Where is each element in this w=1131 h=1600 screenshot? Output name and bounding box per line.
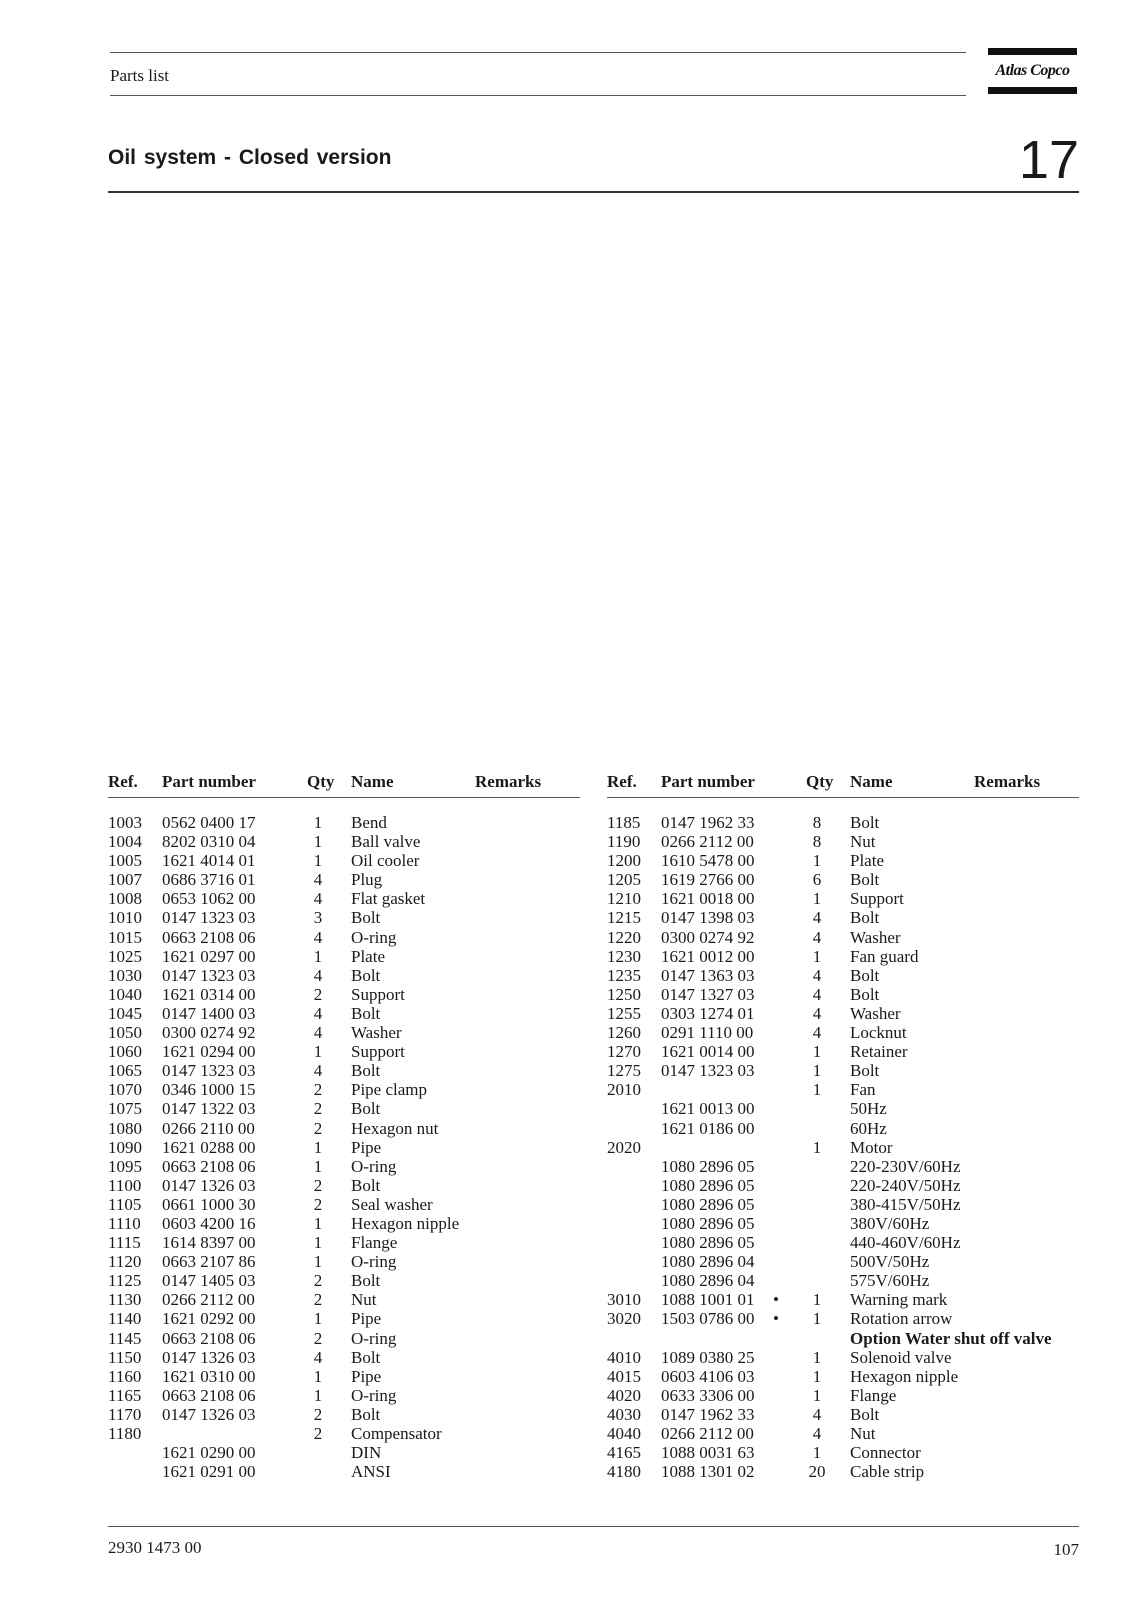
cell-qty: 1 — [313, 1042, 323, 1062]
cell-name: Pipe — [351, 1309, 382, 1329]
footer-rule — [108, 1526, 1079, 1527]
cell-ref: 1230 — [607, 946, 641, 966]
cell-ref: 4010 — [607, 1347, 641, 1367]
cell-qty: 4 — [812, 1404, 822, 1424]
cell-name: Support — [351, 1042, 405, 1062]
cell-name: Hexagon nut — [351, 1118, 439, 1138]
cell-name: Connector — [850, 1443, 921, 1463]
table-header — [108, 772, 580, 796]
cell-part-number: 1621 0310 00 — [162, 1366, 256, 1386]
cell-name: Pipe — [351, 1137, 382, 1157]
cell-ref: 1070 — [108, 1080, 142, 1100]
cell-ref: 1030 — [108, 965, 142, 985]
cell-ref: 1100 — [108, 1175, 142, 1195]
header-ref: Ref. — [607, 772, 637, 791]
cell-part-number: 0300 0274 92 — [162, 1023, 256, 1043]
cell-part-number: 0266 2112 00 — [661, 1424, 754, 1443]
cell-ref: 1145 — [108, 1328, 142, 1348]
cell-qty: 4 — [313, 889, 323, 909]
cell-name: Bolt — [351, 965, 381, 985]
cell-qty: 4 — [812, 1003, 822, 1023]
cell-name: 380-415V/50Hz — [850, 1194, 961, 1214]
cell-part-number: 0633 3306 00 — [661, 1385, 755, 1405]
cell-name: O-ring — [351, 927, 397, 947]
cell-qty: 4 — [812, 908, 822, 928]
header-top-rule — [110, 52, 966, 53]
cell-ref: 1110 — [108, 1213, 141, 1233]
cell-name: Nut — [351, 1290, 377, 1310]
cell-part-number: 0147 1363 03 — [661, 965, 755, 985]
cell-ref: 1007 — [108, 870, 142, 890]
cell-name: Bolt — [351, 908, 381, 928]
cell-part-number: 0147 1962 33 — [661, 1404, 755, 1424]
cell-ref: 1160 — [108, 1366, 142, 1386]
cell-part-number: 0603 4200 16 — [162, 1213, 256, 1233]
cell-ref: 1270 — [607, 1042, 641, 1062]
cell-qty: 4 — [812, 1023, 822, 1043]
cell-part-number: 0147 1323 03 — [162, 1061, 256, 1081]
cell-part-number: 0663 2108 06 — [162, 1385, 256, 1405]
cell-part-number: 1080 2896 05 — [661, 1175, 755, 1195]
cell-qty: 2 — [313, 1290, 323, 1310]
cell-part-number: 0147 1326 03 — [162, 1175, 256, 1195]
cell-qty: 3 — [313, 908, 323, 928]
cell-qty: 1 — [812, 1137, 822, 1157]
cell-qty: 1 — [812, 1061, 822, 1081]
cell-qty: 1 — [812, 1385, 822, 1405]
cell-part-number: 1610 5478 00 — [661, 851, 755, 871]
cell-name: Warning mark — [850, 1290, 948, 1310]
cell-part-number: 1621 0012 00 — [661, 946, 755, 966]
cell-name: Bolt — [351, 1099, 381, 1119]
cell-part-number: 0147 1323 03 — [162, 908, 256, 928]
cell-qty: 1 — [313, 1252, 323, 1272]
cell-qty: 1 — [313, 832, 323, 852]
cell-qty: 1 — [812, 889, 822, 909]
header-part-number: Part number — [661, 772, 755, 791]
cell-qty: 6 — [812, 870, 822, 890]
section-number: 17 — [1018, 130, 1079, 190]
cell-ref: 4165 — [607, 1443, 641, 1463]
cell-qty: 2 — [313, 1175, 323, 1195]
table-header — [607, 772, 1079, 796]
cell-qty: 4 — [313, 870, 323, 890]
cell-name: Fan guard — [850, 946, 919, 966]
cell-name: O-ring — [351, 1156, 397, 1176]
cell-part-number: 1080 2896 05 — [661, 1233, 755, 1253]
cell-name: Option Water shut off valve — [850, 1328, 1052, 1348]
cell-qty: 1 — [313, 1366, 323, 1386]
cell-name: Nut — [850, 1424, 876, 1443]
page-number: 107 — [1053, 1540, 1079, 1559]
cell-ref: 1005 — [108, 851, 142, 871]
cell-qty: 1 — [313, 1213, 323, 1233]
cell-qty: 4 — [313, 965, 323, 985]
cell-ref: 1210 — [607, 889, 641, 909]
cell-name: 60Hz — [850, 1118, 887, 1138]
brand-logo — [988, 48, 1077, 94]
cell-name: Oil cooler — [351, 851, 420, 871]
cell-name: 220-230V/60Hz — [850, 1156, 961, 1176]
cell-part-number: 0303 1274 01 — [661, 1003, 755, 1023]
cell-ref: 1125 — [108, 1271, 142, 1291]
cell-name: Cable strip — [850, 1462, 925, 1482]
cell-ref: 1120 — [108, 1252, 142, 1272]
cell-qty: 4 — [313, 1023, 323, 1043]
header-qty: Qty — [307, 772, 335, 791]
cell-ref: 1045 — [108, 1003, 142, 1023]
cell-name: 380V/60Hz — [850, 1213, 930, 1233]
cell-name: 220-240V/50Hz — [850, 1175, 961, 1195]
cell-name: Bend — [351, 813, 387, 832]
cell-name: Ball valve — [351, 832, 421, 852]
cell-part-number: 0147 1326 03 — [162, 1404, 256, 1424]
cell-ref: 1150 — [108, 1347, 142, 1367]
cell-ref: 1235 — [607, 965, 641, 985]
document-number: 2930 1473 00 — [108, 1538, 202, 1557]
table-header-rule — [108, 797, 580, 798]
cell-name: O-ring — [351, 1385, 397, 1405]
cell-qty: 4 — [812, 984, 822, 1004]
cell-name: 50Hz — [850, 1099, 887, 1119]
cell-name: Solenoid valve — [850, 1347, 952, 1367]
cell-part-number: 1621 0294 00 — [162, 1042, 256, 1062]
cell-marker: • — [773, 1290, 779, 1310]
cell-marker: • — [773, 1309, 779, 1329]
cell-name: Bolt — [351, 1003, 381, 1023]
cell-qty: 1 — [812, 1347, 822, 1367]
cell-part-number: 0147 1326 03 — [162, 1347, 256, 1367]
cell-name: Locknut — [850, 1023, 907, 1043]
cell-name: Seal washer — [351, 1194, 433, 1214]
cell-name: O-ring — [351, 1328, 397, 1348]
cell-part-number: 1621 0014 00 — [661, 1042, 755, 1062]
header-qty: Qty — [806, 772, 834, 791]
cell-part-number: 1621 0186 00 — [661, 1118, 755, 1138]
cell-part-number: 1621 0018 00 — [661, 889, 755, 909]
cell-name: Pipe clamp — [351, 1080, 428, 1100]
header-part-number: Part number — [162, 772, 256, 791]
cell-qty: 1 — [812, 1080, 822, 1100]
cell-part-number: 0147 1405 03 — [162, 1271, 256, 1291]
cell-name: Bolt — [351, 1347, 381, 1367]
cell-name: Bolt — [351, 1404, 381, 1424]
cell-part-number: 1621 0288 00 — [162, 1137, 256, 1157]
cell-part-number: 0603 4106 03 — [661, 1366, 755, 1386]
cell-qty: 1 — [812, 1042, 822, 1062]
cell-part-number: 1089 0380 25 — [661, 1347, 755, 1367]
cell-name: Retainer — [850, 1042, 908, 1062]
cell-ref: 1115 — [108, 1233, 141, 1253]
cell-ref: 4020 — [607, 1385, 641, 1405]
cell-name: Washer — [351, 1023, 402, 1043]
cell-qty: 1 — [812, 851, 822, 871]
cell-ref: 1060 — [108, 1042, 142, 1062]
cell-name: Washer — [850, 927, 901, 947]
cell-ref: 1140 — [108, 1309, 142, 1329]
cell-name: Bolt — [850, 1404, 880, 1424]
cell-ref: 4040 — [607, 1424, 641, 1443]
parts-table-right — [607, 772, 1079, 1482]
cell-name: Bolt — [351, 1175, 381, 1195]
cell-part-number: 0147 1322 03 — [162, 1099, 256, 1119]
cell-part-number: 1621 0291 00 — [162, 1462, 256, 1482]
cell-ref: 1015 — [108, 927, 142, 947]
header-name: Name — [351, 772, 394, 791]
cell-qty: 1 — [313, 813, 323, 832]
parts-table-left — [108, 772, 580, 1482]
cell-name: O-ring — [351, 1252, 397, 1272]
cell-qty: 2 — [313, 1080, 323, 1100]
cell-name: Flange — [850, 1385, 897, 1405]
cell-name: Bolt — [850, 984, 880, 1004]
cell-ref: 1180 — [108, 1424, 142, 1443]
cell-name: Washer — [850, 1003, 901, 1023]
cell-qty: 1 — [812, 1309, 822, 1329]
section-rule — [108, 191, 1079, 193]
cell-name: Compensator — [351, 1424, 442, 1443]
cell-part-number: 1621 0314 00 — [162, 984, 256, 1004]
cell-part-number: 0147 1400 03 — [162, 1003, 256, 1023]
cell-ref: 1050 — [108, 1023, 142, 1043]
cell-qty: 1 — [313, 946, 323, 966]
cell-name: Bolt — [850, 965, 880, 985]
cell-qty: 4 — [812, 1424, 822, 1443]
cell-ref: 1205 — [607, 870, 641, 890]
cell-part-number: 1621 0297 00 — [162, 946, 256, 966]
cell-name: Support — [850, 889, 904, 909]
cell-part-number: 1503 0786 00 — [661, 1309, 755, 1329]
cell-part-number: 1080 2896 05 — [661, 1194, 755, 1214]
cell-ref: 2020 — [607, 1137, 641, 1157]
cell-qty: 1 — [313, 1137, 323, 1157]
cell-ref: 1165 — [108, 1385, 142, 1405]
cell-part-number: 0266 2112 00 — [661, 832, 754, 852]
cell-ref: 2010 — [607, 1080, 641, 1100]
cell-name: Nut — [850, 832, 876, 852]
cell-part-number: 1621 4014 01 — [162, 851, 256, 871]
cell-qty: 1 — [313, 1385, 323, 1405]
cell-part-number: 1080 2896 05 — [661, 1156, 755, 1176]
cell-ref: 1065 — [108, 1061, 142, 1081]
cell-name: 575V/60Hz — [850, 1271, 930, 1291]
cell-qty: 8 — [812, 832, 822, 852]
cell-ref: 1275 — [607, 1061, 641, 1081]
cell-part-number: 0147 1323 03 — [661, 1061, 755, 1081]
cell-ref: 1255 — [607, 1003, 641, 1023]
cell-qty: 2 — [313, 1118, 323, 1138]
cell-part-number: 1080 2896 04 — [661, 1271, 755, 1291]
cell-ref: 1200 — [607, 851, 641, 871]
cell-qty: 1 — [812, 1443, 822, 1463]
cell-name: Bolt — [351, 1061, 381, 1081]
cell-ref: 1004 — [108, 832, 142, 852]
cell-ref: 4015 — [607, 1366, 641, 1386]
cell-ref: 1090 — [108, 1137, 142, 1157]
cell-name: Plate — [351, 946, 385, 966]
cell-name: Motor — [850, 1137, 893, 1157]
cell-qty: 20 — [808, 1462, 826, 1482]
cell-name: Flat gasket — [351, 889, 426, 909]
cell-ref: 1190 — [607, 832, 641, 852]
cell-name: 440-460V/60Hz — [850, 1233, 961, 1253]
cell-ref: 1130 — [108, 1290, 142, 1310]
cell-qty: 2 — [313, 1099, 323, 1119]
cell-part-number: 0562 0400 17 — [162, 813, 256, 832]
cell-part-number: 1088 0031 63 — [661, 1443, 755, 1463]
logo-bottom-bar — [988, 87, 1077, 94]
cell-name: 500V/50Hz — [850, 1252, 930, 1272]
cell-part-number: 0686 3716 01 — [162, 870, 256, 890]
cell-name: Plug — [351, 870, 383, 890]
cell-name: Bolt — [850, 1061, 880, 1081]
cell-ref: 1008 — [108, 889, 142, 909]
cell-qty: 2 — [313, 1194, 323, 1214]
cell-qty: 4 — [313, 1347, 323, 1367]
cell-qty: 1 — [313, 1156, 323, 1176]
cell-part-number: 8202 0310 04 — [162, 832, 256, 852]
cell-qty: 4 — [313, 1061, 323, 1081]
cell-qty: 4 — [812, 927, 822, 947]
cell-part-number: 0663 2108 06 — [162, 927, 256, 947]
cell-part-number: 1080 2896 05 — [661, 1213, 755, 1233]
cell-ref: 1095 — [108, 1156, 142, 1176]
cell-part-number: 1621 0290 00 — [162, 1443, 256, 1463]
cell-ref: 4030 — [607, 1404, 641, 1424]
table-header-rule — [607, 797, 1079, 798]
cell-qty: 1 — [313, 1233, 323, 1253]
cell-part-number: 1088 1301 02 — [661, 1462, 755, 1482]
cell-qty: 8 — [812, 813, 822, 832]
cell-ref: 1170 — [108, 1404, 142, 1424]
cell-qty: 1 — [313, 851, 323, 871]
cell-ref: 1220 — [607, 927, 641, 947]
cell-ref: 1003 — [108, 813, 142, 832]
cell-ref: 1260 — [607, 1023, 641, 1043]
cell-ref: 1105 — [108, 1194, 142, 1214]
cell-name: Bolt — [850, 813, 880, 832]
logo-top-bar — [988, 48, 1077, 55]
cell-ref: 1010 — [108, 908, 142, 928]
cell-part-number: 0300 0274 92 — [661, 927, 755, 947]
cell-qty: 1 — [812, 1290, 822, 1310]
cell-qty: 4 — [812, 965, 822, 985]
cell-ref: 1075 — [108, 1099, 142, 1119]
cell-part-number: 0653 1062 00 — [162, 889, 256, 909]
cell-part-number: 0663 2108 06 — [162, 1156, 256, 1176]
header-bottom-rule — [110, 95, 966, 96]
cell-qty: 2 — [313, 1404, 323, 1424]
logo-wordmark: Atlas Copco — [995, 62, 1070, 79]
cell-name: ANSI — [351, 1462, 391, 1482]
cell-part-number: 0147 1323 03 — [162, 965, 256, 985]
cell-ref: 3020 — [607, 1309, 641, 1329]
cell-name: Fan — [850, 1080, 876, 1100]
cell-name: Plate — [850, 851, 884, 871]
cell-ref: 1025 — [108, 946, 142, 966]
cell-part-number: 0147 1398 03 — [661, 908, 755, 928]
cell-ref: 1215 — [607, 908, 641, 928]
cell-qty: 4 — [313, 1003, 323, 1023]
cell-part-number: 0266 2110 00 — [162, 1118, 255, 1138]
cell-ref: 1040 — [108, 984, 142, 1004]
cell-name: Rotation arrow — [850, 1309, 953, 1329]
cell-name: Pipe — [351, 1366, 382, 1386]
cell-part-number: 1621 0292 00 — [162, 1309, 256, 1329]
cell-part-number: 0663 2107 86 — [162, 1252, 256, 1272]
cell-qty: 1 — [812, 1366, 822, 1386]
cell-ref: 4180 — [607, 1462, 641, 1482]
cell-part-number: 0346 1000 15 — [162, 1080, 256, 1100]
cell-qty: 2 — [313, 1424, 323, 1443]
cell-qty: 1 — [313, 1309, 323, 1329]
cell-part-number: 0147 1327 03 — [661, 984, 755, 1004]
cell-qty: 2 — [313, 1328, 323, 1348]
cell-part-number: 0663 2108 06 — [162, 1328, 256, 1348]
cell-name: Support — [351, 984, 405, 1004]
section-title: Oil system - Closed version — [108, 146, 392, 169]
cell-ref: 1250 — [607, 984, 641, 1004]
cell-ref: 1185 — [607, 813, 641, 832]
cell-qty: 2 — [313, 1271, 323, 1291]
cell-name: Bolt — [351, 1271, 381, 1291]
cell-name: Hexagon nipple — [850, 1366, 959, 1386]
cell-qty: 4 — [313, 927, 323, 947]
header-remarks: Remarks — [974, 772, 1041, 791]
header-label: Parts list — [110, 66, 170, 85]
cell-part-number: 0266 2112 00 — [162, 1290, 255, 1310]
cell-part-number: 1088 1001 01 — [661, 1290, 755, 1310]
cell-name: Bolt — [850, 870, 880, 890]
cell-name: DIN — [351, 1443, 382, 1463]
cell-part-number: 1080 2896 04 — [661, 1252, 755, 1272]
cell-ref: 1080 — [108, 1118, 142, 1138]
cell-name: Flange — [351, 1233, 398, 1253]
cell-part-number: 1619 2766 00 — [661, 870, 755, 890]
cell-name: Hexagon nipple — [351, 1213, 460, 1233]
cell-part-number: 0291 1110 00 — [661, 1023, 754, 1043]
cell-part-number: 0661 1000 30 — [162, 1194, 256, 1214]
header-ref: Ref. — [108, 772, 138, 791]
cell-part-number: 1614 8397 00 — [162, 1233, 256, 1253]
header-name: Name — [850, 772, 893, 791]
cell-part-number: 1621 0013 00 — [661, 1099, 755, 1119]
cell-qty: 2 — [313, 984, 323, 1004]
cell-part-number: 0147 1962 33 — [661, 813, 755, 832]
cell-name: Bolt — [850, 908, 880, 928]
cell-qty: 1 — [812, 946, 822, 966]
header-remarks: Remarks — [475, 772, 542, 791]
cell-ref: 3010 — [607, 1290, 641, 1310]
